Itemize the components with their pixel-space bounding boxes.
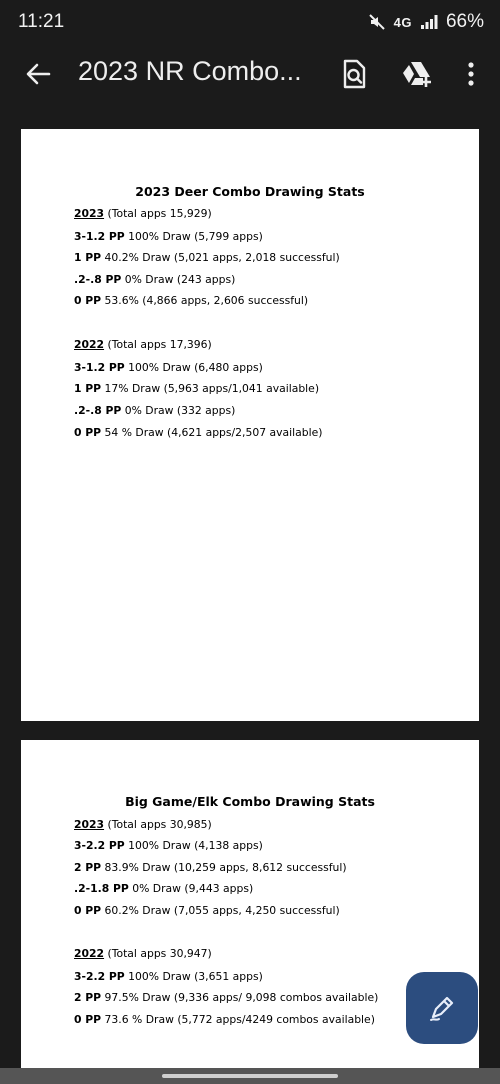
- pp-label: 2 PP: [74, 991, 102, 1004]
- app-bar: [0, 44, 500, 106]
- document-title: 2023 NR Combo...: [78, 56, 302, 86]
- status-indicators: [368, 11, 484, 33]
- pp-label: 0 PP: [74, 294, 102, 307]
- pp-label: 3-2.2 PP: [74, 970, 125, 983]
- stat-text: 73.6 % Draw (5,772 apps/4249 combos available): [101, 1013, 375, 1026]
- stat-row: [74, 839, 263, 852]
- stat-row: [74, 251, 340, 264]
- year-line: [74, 207, 212, 220]
- stat-text: 100% Draw (3,651 apps): [124, 970, 263, 983]
- battery-level: 66%: [445, 11, 484, 32]
- year-line: [74, 947, 212, 960]
- stat-row: [74, 426, 322, 439]
- stat-row: [74, 361, 263, 374]
- pp-label: 1 PP: [74, 251, 102, 264]
- more-vert-icon[interactable]: [455, 58, 487, 90]
- stat-row: [74, 904, 340, 917]
- pp-label: 1 PP: [74, 382, 102, 395]
- total-apps: (Total apps 30,985): [104, 818, 212, 831]
- pp-label: 3-1.2 PP: [74, 361, 125, 374]
- stat-text: 100% Draw (6,480 apps): [124, 361, 263, 374]
- stat-row: [74, 382, 319, 395]
- stat-text: 40.2% Draw (5,021 apps, 2,018 successful): [101, 251, 340, 264]
- find-in-page-icon[interactable]: [338, 58, 370, 90]
- back-arrow-icon[interactable]: [22, 58, 54, 90]
- stat-text: 54 % Draw (4,621 apps/2,507 available): [101, 426, 323, 439]
- signal-icon: [420, 14, 438, 30]
- year-line: [74, 338, 212, 351]
- stat-text: 97.5% Draw (9,336 apps/ 9,098 combos available): [101, 991, 379, 1004]
- stat-text: 53.6% (4,866 apps, 2,606 successful): [101, 294, 309, 307]
- network-type: 4G: [393, 14, 412, 30]
- page-2-title: Big Game/Elk Combo Drawing Stats: [125, 794, 375, 809]
- pp-label: 2 PP: [74, 861, 102, 874]
- pp-label: .2-.8 PP: [74, 404, 122, 417]
- total-apps: (Total apps 15,929): [104, 207, 212, 220]
- system-nav-bar: [0, 1068, 500, 1084]
- total-apps: (Total apps 17,396): [104, 338, 212, 351]
- document-page-1: [21, 129, 479, 721]
- stat-row: [74, 1013, 375, 1026]
- mute-icon: [368, 13, 386, 31]
- stat-text: 83.9% Draw (10,259 apps, 8,612 successful): [101, 861, 347, 874]
- pp-label: 0 PP: [74, 1013, 102, 1026]
- stat-text: 0% Draw (243 apps): [121, 273, 236, 286]
- add-to-drive-icon[interactable]: [400, 58, 432, 90]
- stat-text: 0% Draw (332 apps): [121, 404, 236, 417]
- pp-label: .2-.8 PP: [74, 273, 122, 286]
- edit-pen-icon: [427, 993, 457, 1023]
- year-label: 2023: [74, 207, 105, 220]
- total-apps: (Total apps 30,947): [104, 947, 212, 960]
- stat-row: [74, 991, 378, 1004]
- stat-row: [74, 294, 308, 307]
- stat-text: 100% Draw (4,138 apps): [124, 839, 263, 852]
- stat-row: [74, 882, 253, 895]
- year-label: 2022: [74, 947, 105, 960]
- stat-text: 0% Draw (9,443 apps): [128, 882, 254, 895]
- year-label: 2022: [74, 338, 105, 351]
- stat-row: [74, 404, 235, 417]
- pp-label: 3-2.2 PP: [74, 839, 125, 852]
- home-gesture-handle[interactable]: [162, 1074, 338, 1078]
- status-bar: [0, 0, 500, 44]
- pp-label: 0 PP: [74, 426, 102, 439]
- stat-row: [74, 273, 235, 286]
- edit-fab-button[interactable]: [406, 972, 478, 1044]
- year-label: 2023: [74, 818, 105, 831]
- stat-row: [74, 230, 263, 243]
- stat-row: [74, 861, 347, 874]
- pp-label: 0 PP: [74, 904, 102, 917]
- stat-text: 100% Draw (5,799 apps): [124, 230, 263, 243]
- stat-text: 60.2% Draw (7,055 apps, 4,250 successful): [101, 904, 340, 917]
- year-line: [74, 818, 212, 831]
- stat-row: [74, 970, 263, 983]
- status-time: 11:21: [18, 11, 65, 32]
- pp-label: .2-1.8 PP: [74, 882, 129, 895]
- pp-label: 3-1.2 PP: [74, 230, 125, 243]
- stat-text: 17% Draw (5,963 apps/1,041 available): [101, 382, 320, 395]
- page-1-title: 2023 Deer Combo Drawing Stats: [135, 184, 365, 199]
